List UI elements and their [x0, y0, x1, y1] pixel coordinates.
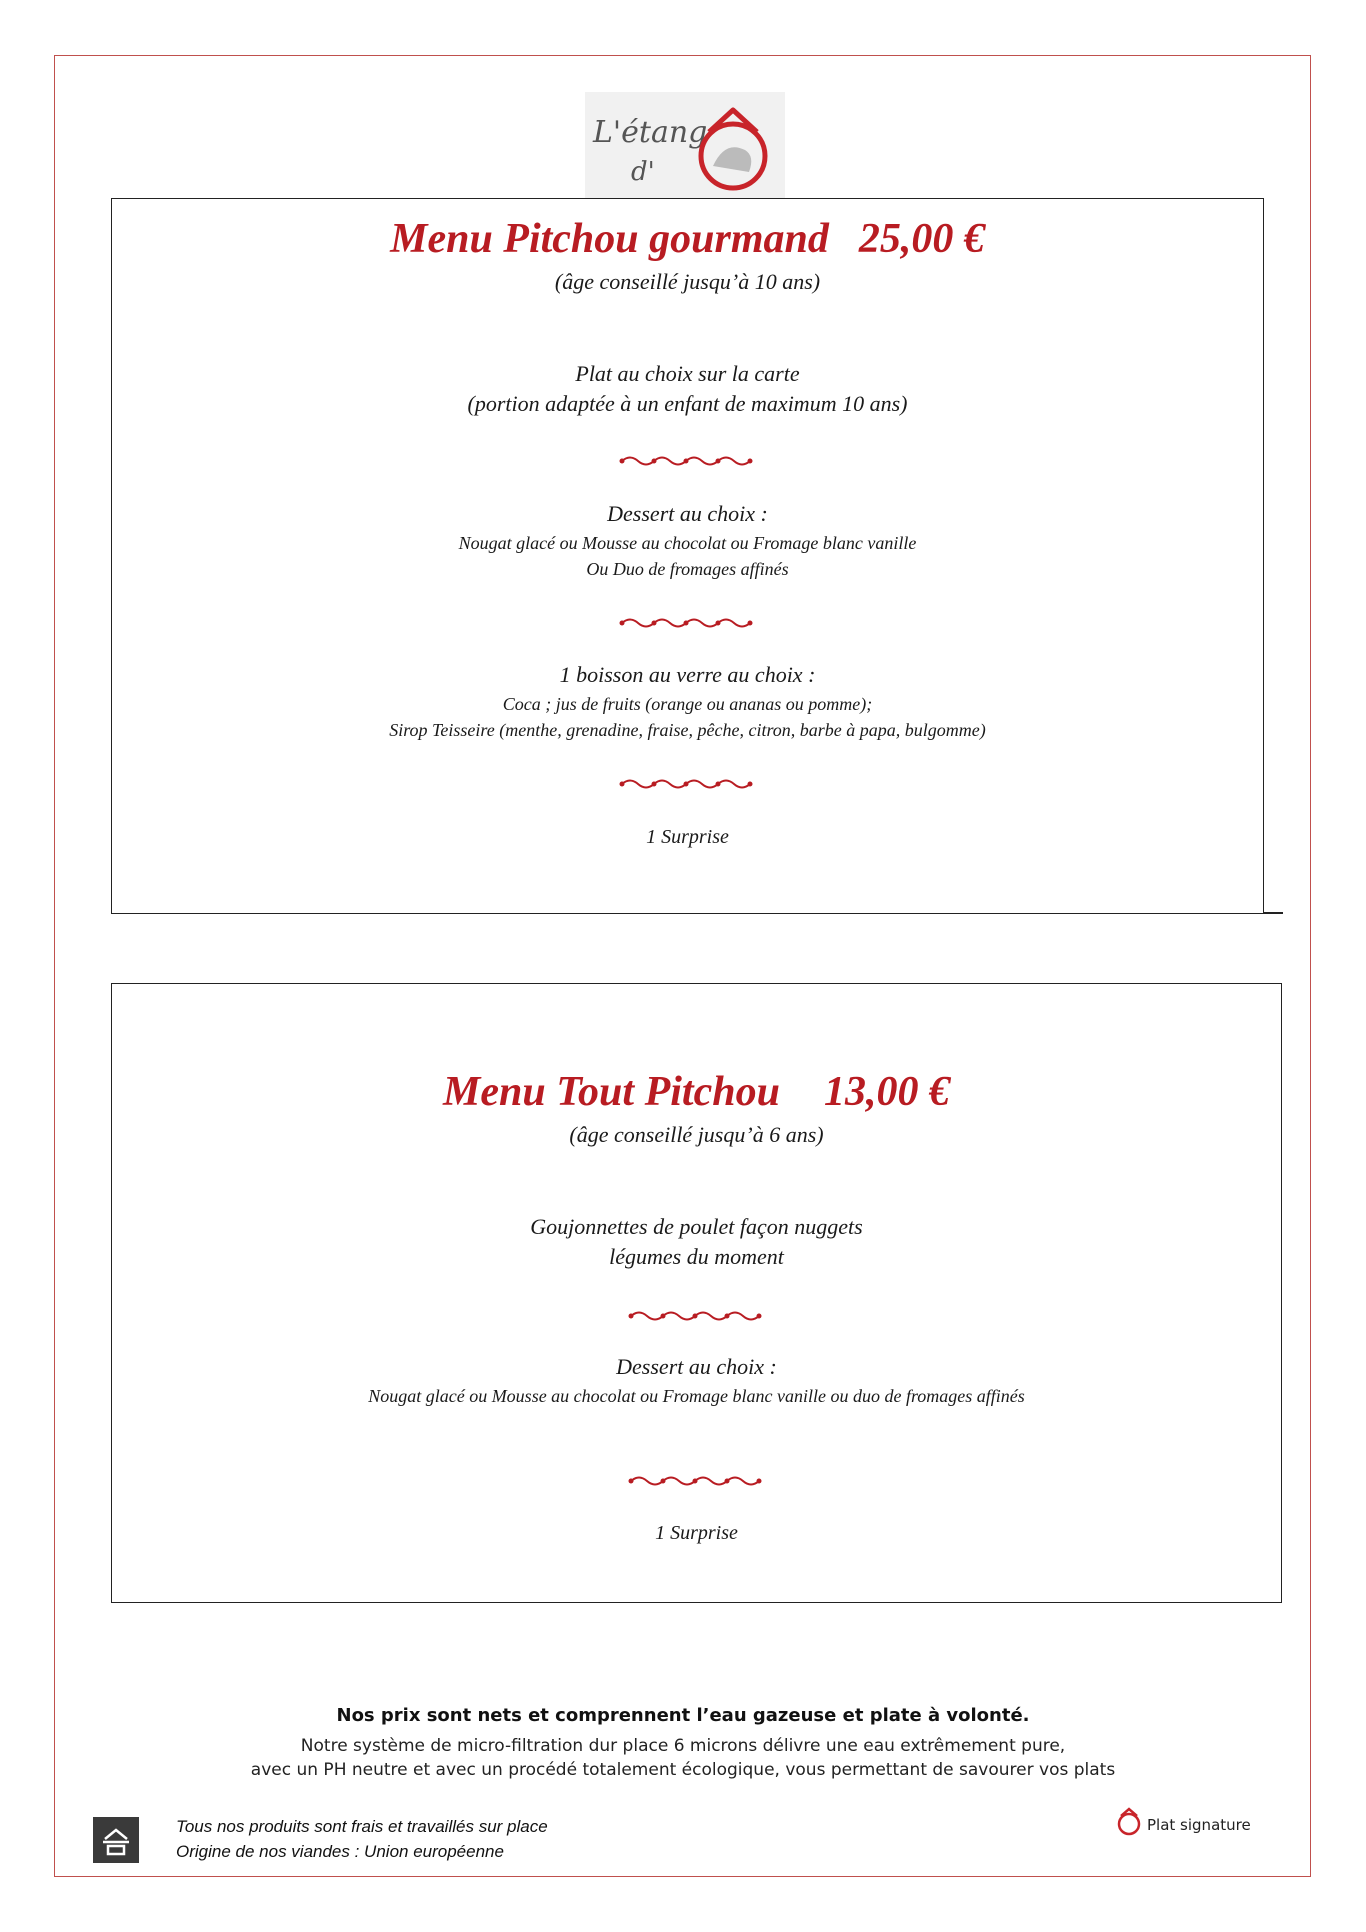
menu1-plat-line1: Plat au choix sur la carte — [575, 361, 800, 386]
box-line-tail — [1263, 912, 1283, 914]
footer-line2: Origine de nos viandes : Union européenne — [176, 1842, 504, 1861]
footer-line1: Tous nos produits sont frais et travaillés sur place — [176, 1817, 548, 1836]
menu2-surprise: 1 Surprise — [655, 1522, 738, 1544]
ornament-divider — [112, 1309, 1281, 1325]
plat-signature-label: Plat signature — [1147, 1816, 1251, 1834]
menu1-boisson-heading: 1 boisson au verre au choix : — [559, 662, 816, 687]
menu1-boisson-line1: Coca ; jus de fruits (orange ou ananas ou pomme); — [502, 694, 873, 714]
water-note-line2: avec un PH neutre et avec un procédé totalement écologique, vous permettant de savourer vos plats — [250, 1760, 1116, 1780]
logo-text-line2: d' — [631, 157, 655, 187]
ornament-divider — [112, 777, 1263, 793]
menu2-age: (âge conseillé jusqu’à 6 ans) — [569, 1122, 824, 1147]
menu1-dessert-line2: Ou Duo de fromages affinés — [586, 559, 789, 579]
ornament-divider — [112, 616, 1263, 632]
menu1-title — [112, 215, 1263, 263]
menu-tout-pitchou — [111, 983, 1282, 1603]
menu2-dessert-heading: Dessert au choix : — [616, 1354, 777, 1379]
menu1-age: (âge conseillé jusqu’à 10 ans) — [554, 269, 821, 294]
menu1-dessert-heading: Dessert au choix : — [607, 501, 768, 526]
plat-signature-icon — [1115, 1806, 1143, 1836]
plat-signature-legend — [1115, 1806, 1275, 1846]
menu2-plat-line2: légumes du moment — [609, 1244, 784, 1269]
fait-maison-icon — [93, 1817, 139, 1863]
menu1-title-text: Menu Pitchou gourmand — [390, 216, 829, 262]
menu1-plat-line2: (portion adaptée à un enfant de maximum 10 ans) — [467, 391, 908, 416]
logo-text-line1: L'étang — [593, 115, 708, 150]
menu2-price: 13,00 € — [823, 1069, 950, 1115]
menu-pitchou-gourmand — [111, 198, 1264, 914]
menu2-title — [112, 1068, 1281, 1116]
menu1-price: 25,00 € — [858, 216, 985, 262]
menu2-plat-line1: Goujonnettes de poulet façon nuggets — [530, 1214, 863, 1239]
menu2-title-text: Menu Tout Pitchou — [443, 1069, 780, 1115]
water-note-line1: Notre système de micro-filtration dur place 6 microns délivre une eau extrêmement pure, — [300, 1736, 1066, 1756]
menu1-surprise: 1 Surprise — [646, 826, 729, 848]
ornament-divider — [112, 454, 1263, 470]
restaurant-logo — [585, 92, 785, 198]
menu2-dessert-line1: Nougat glacé ou Mousse au chocolat ou Fromage blanc vanille ou duo de fromages affinés — [368, 1386, 1025, 1406]
ornament-divider — [112, 1474, 1281, 1490]
menu1-dessert-line1: Nougat glacé ou Mousse au chocolat ou Fromage blanc vanille — [458, 533, 917, 553]
price-note-bold: Nos prix sont nets et comprennent l’eau gazeuse et plate à volonté. — [336, 1705, 1030, 1726]
menu1-boisson-line2: Sirop Teisseire (menthe, grenadine, fraise, pêche, citron, barbe à papa, bulgomme) — [389, 720, 986, 740]
